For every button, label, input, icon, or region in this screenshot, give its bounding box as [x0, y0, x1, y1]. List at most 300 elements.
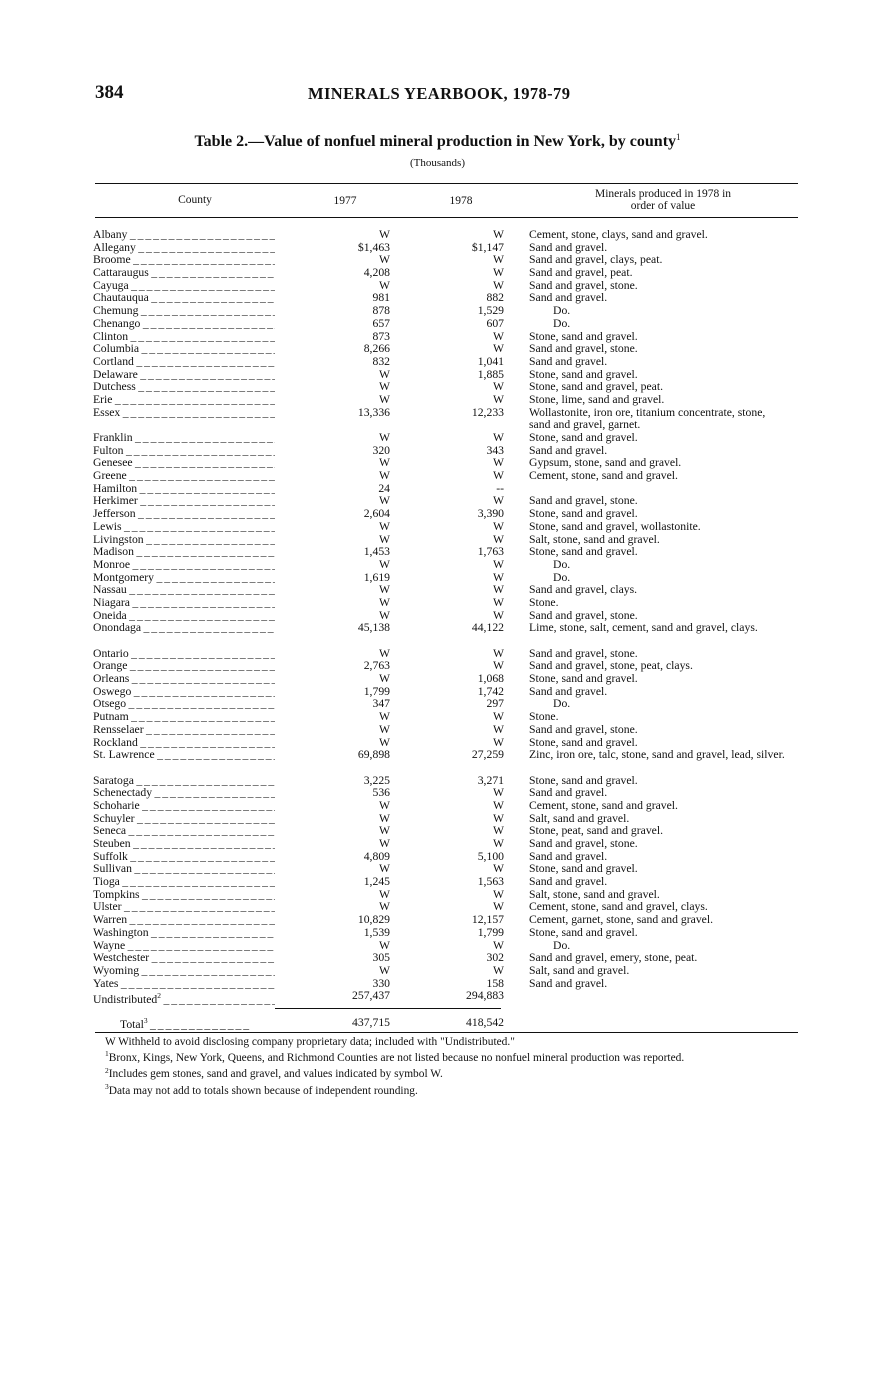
value-1977: 1,453 [363, 545, 390, 559]
county-name-text: Chenango [93, 317, 141, 330]
table-row [0, 914, 875, 927]
minerals-produced: Sand and gravel, emery, stone, peat. [529, 951, 698, 965]
county-name [93, 318, 275, 331]
table-row [0, 394, 875, 407]
minerals-produced: Salt, sand and gravel. [529, 811, 630, 825]
column-header-1978: 1978 [449, 195, 473, 207]
minerals-produced: Stone, sand and gravel. [529, 735, 638, 749]
value-1977: W [378, 278, 390, 292]
value-1977: W [378, 494, 390, 508]
value-1977: W [378, 722, 390, 736]
value-1977: W [378, 253, 390, 267]
county-name [93, 331, 275, 344]
county-name-text: Oswego [93, 685, 132, 698]
minerals-produced: Stone, sand and gravel. [529, 507, 638, 521]
value-1978: 607 [486, 316, 504, 330]
value-1978: W [492, 595, 504, 609]
table-row [0, 483, 875, 496]
value-1977: 2,604 [363, 507, 390, 521]
value-1977: W [378, 456, 390, 470]
footnote-w: W Withheld to avoid disclosing company proprietary data; included with "Undistributed." [105, 1036, 515, 1048]
county-name-text: Essex [93, 406, 121, 419]
value-1978: W [492, 469, 504, 483]
value-1977: W [378, 672, 390, 686]
page-number: 384 [95, 82, 124, 103]
county-name-text: Orleans [93, 673, 130, 686]
minerals-produced: Sand and gravel. [529, 291, 608, 305]
county-name-text: Livingston [93, 533, 144, 546]
county-name [93, 470, 275, 483]
minerals-produced: Stone, sand and gravel. [529, 431, 638, 445]
minerals-produced: Stone, sand and gravel. [529, 862, 638, 876]
county-name-text: Wayne [93, 939, 126, 952]
minerals-produced: Cement, stone, sand and gravel. [529, 798, 678, 812]
table-row [0, 698, 875, 711]
value-1977: W [378, 798, 390, 812]
county-name-text: Tioga [93, 876, 120, 889]
minerals-produced: Lime, stone, salt, cement, sand and gravel, clays. [529, 621, 758, 635]
footnote-2-text: Includes gem stones, sand and gravel, and values indicated by symbol W. [108, 1068, 443, 1081]
minerals-produced: Stone. [529, 710, 559, 724]
footnote-3-mark: 3 [105, 1081, 109, 1091]
minerals-produced: Salt, sand and gravel. [529, 963, 630, 977]
table-row [0, 597, 875, 610]
value-1977: W [378, 608, 390, 622]
value-1977: W [378, 646, 390, 660]
value-1978: W [492, 228, 504, 241]
table-row [0, 369, 875, 382]
value-1978: W [492, 456, 504, 470]
county-name-text: Genesee [93, 457, 133, 470]
value-1977: W [378, 380, 390, 394]
county-name [93, 305, 275, 318]
value-1977: 13,336 [357, 405, 390, 419]
county-name [93, 254, 275, 267]
footnote-1 [91, 1048, 803, 1064]
county-name-text: Rockland [93, 736, 138, 749]
county-name-text: Monroe [93, 558, 131, 571]
county-name-text: Rensselaer [93, 723, 144, 736]
table-row [0, 229, 875, 242]
value-1977: W [378, 710, 390, 724]
county-name-text: Steuben [93, 838, 131, 851]
value-1978: W [492, 494, 504, 508]
value-1977: 4,208 [363, 266, 390, 280]
minerals-produced: Sand and gravel, peat. [529, 266, 633, 280]
county-name [93, 737, 275, 750]
county-name-text: Cortland [93, 355, 134, 368]
minerals-produced: Sand and gravel, stone. [529, 722, 638, 736]
county-name [93, 508, 275, 521]
value-1978: 297 [486, 697, 504, 711]
county-name-text: Nassau [93, 584, 127, 597]
value-1977: W [378, 367, 390, 381]
minerals-produced: Sand and gravel, stone. [529, 494, 638, 508]
minerals-produced: Sand and gravel, stone. [529, 837, 638, 851]
minerals-produced: Sand and gravel. [529, 875, 608, 889]
table-row [0, 927, 875, 940]
value-1977: 1,619 [363, 570, 390, 584]
table-row [0, 686, 875, 699]
county-name [93, 394, 275, 407]
value-1977: W [378, 862, 390, 876]
value-1978: W [492, 392, 504, 406]
county-name [93, 686, 275, 699]
minerals-produced: Stone, sand and gravel. [529, 925, 638, 939]
footnote-2 [91, 1065, 803, 1081]
county-name-text: Dutchess [93, 381, 136, 394]
minerals-produced: Do. [553, 938, 571, 952]
county-name [93, 445, 275, 458]
value-1977: W [378, 392, 390, 406]
total-1977: 437,715 [352, 1016, 390, 1029]
value-1977: 347 [372, 697, 390, 711]
minerals-produced: Sand and gravel, stone. [529, 342, 638, 356]
value-1977: W [378, 824, 390, 838]
county-name-text: Westchester [93, 952, 150, 965]
value-1977: W [378, 811, 390, 825]
county-name-text: Cattaraugus [93, 267, 149, 280]
table-row [0, 952, 875, 965]
minerals-produced: Wollastonite, iron ore, titanium concentrate, stone, sand and gravel, garnet. [529, 405, 766, 432]
value-1978: W [492, 824, 504, 838]
value-1978: 3,390 [477, 507, 504, 521]
county-name-text: Herkimer [93, 495, 138, 508]
table-row [0, 876, 875, 889]
value-1977: W [378, 228, 390, 241]
county-name-text: Madison [93, 546, 134, 559]
table-title [0, 132, 875, 151]
value-1978: 1,068 [477, 672, 504, 686]
county-name [93, 457, 275, 470]
value-1978: 1,041 [477, 354, 504, 368]
county-name [93, 673, 275, 686]
table-top-rule [95, 183, 798, 184]
county-name-text: Clinton [93, 330, 129, 343]
footnote-3 [91, 1081, 803, 1097]
minerals-produced: Stone, sand and gravel. [529, 672, 638, 686]
table-row [0, 305, 875, 318]
county-name-text: Tompkins [93, 888, 140, 901]
minerals-produced: Sand and gravel. [529, 684, 608, 698]
table-row [0, 711, 875, 724]
county-name-text: Allegany [93, 241, 136, 254]
value-1978: W [492, 786, 504, 800]
value-1978: W [492, 557, 504, 571]
value-1978: W [492, 329, 504, 343]
table-row [0, 331, 875, 344]
county-name [93, 369, 275, 382]
value-1977: 1,245 [363, 875, 390, 889]
value-1978: W [492, 938, 504, 952]
minerals-produced: Sand and gravel. [529, 354, 608, 368]
minerals-produced: Stone, sand and gravel, peat. [529, 380, 664, 394]
value-1978: 343 [486, 443, 504, 457]
county-name [93, 572, 275, 585]
table-row [0, 432, 875, 445]
footnote-1-text: Bronx, Kings, New York, Queens, and Richmond Counties are not listed because no nonfuel mineral production was reported. [108, 1052, 685, 1065]
value-1978: W [492, 887, 504, 901]
minerals-produced: Salt, stone, sand and gravel. [529, 532, 660, 546]
value-1977: 873 [372, 329, 390, 343]
county-name [93, 483, 275, 496]
county-name [93, 280, 275, 293]
value-1977: 1,539 [363, 925, 390, 939]
value-1978: 882 [486, 291, 504, 305]
county-name [93, 660, 275, 673]
table-row [0, 508, 875, 521]
county-name [93, 381, 275, 394]
county-name [93, 978, 275, 991]
value-1978: W [492, 431, 504, 445]
table-row [0, 813, 875, 826]
value-1978: $1,147 [471, 240, 504, 254]
county-name-text: Orange [93, 660, 128, 673]
county-name [93, 559, 275, 572]
table-row [0, 724, 875, 737]
county-name [93, 711, 275, 724]
county-name [93, 521, 275, 534]
county-name [93, 749, 275, 762]
county-name [93, 432, 275, 445]
county-name-text: Suffolk [93, 850, 128, 863]
value-1978: 3,271 [477, 773, 504, 787]
value-1977: 330 [372, 976, 390, 990]
footnote-3-text: Data may not add to totals shown because of independent rounding. [108, 1084, 418, 1097]
county-name [93, 813, 275, 826]
value-1978: W [492, 646, 504, 660]
minerals-produced: Cement, stone, sand and gravel. [529, 469, 678, 483]
minerals-produced: Stone, sand and gravel. [529, 329, 638, 343]
value-1977: 878 [372, 304, 390, 318]
value-1978: W [492, 342, 504, 356]
county-name [93, 952, 275, 965]
table-row [0, 267, 875, 280]
minerals-produced: Cement, stone, sand and gravel, clays. [529, 900, 708, 914]
value-1977: 257,437 [352, 989, 390, 1003]
county-name [93, 356, 275, 369]
table-row [0, 775, 875, 788]
table-row [0, 901, 875, 914]
value-1977: 3,225 [363, 773, 390, 787]
value-1977: W [378, 595, 390, 609]
county-name-text: Saratoga [93, 774, 134, 787]
value-1977: 981 [372, 291, 390, 305]
table-row [0, 559, 875, 572]
value-1978: W [492, 811, 504, 825]
table-row [0, 838, 875, 851]
value-1978: 1,763 [477, 545, 504, 559]
county-name [93, 546, 275, 559]
county-name [93, 838, 275, 851]
value-1977: W [378, 469, 390, 483]
value-1977: W [378, 583, 390, 597]
minerals-produced: Stone, sand and gravel. [529, 367, 638, 381]
value-1977: 45,138 [357, 621, 390, 635]
table-subtitle: (Thousands) [410, 157, 465, 169]
county-name-text: Fulton [93, 444, 124, 457]
minerals-produced: Stone, sand and gravel. [529, 545, 638, 559]
value-1978: 1,742 [477, 684, 504, 698]
value-1977: 2,763 [363, 659, 390, 673]
table-row [0, 584, 875, 597]
column-header-minerals: Minerals produced in 1978 in order of value [594, 188, 732, 212]
value-1978: W [492, 722, 504, 736]
county-name-text: Otsego [93, 698, 127, 711]
county-name [93, 965, 275, 978]
value-1977: W [378, 557, 390, 571]
table-row [0, 534, 875, 547]
county-name [93, 622, 275, 635]
minerals-produced: Sand and gravel, stone. [529, 278, 638, 292]
county-name [93, 407, 275, 420]
table-row [0, 749, 875, 774]
minerals-produced: Stone, lime, sand and gravel. [529, 392, 665, 406]
table-row [0, 381, 875, 394]
table-row [0, 572, 875, 585]
value-1978: W [492, 278, 504, 292]
value-1978: W [492, 380, 504, 394]
table-row [0, 965, 875, 978]
minerals-produced: Do. [553, 557, 571, 571]
minerals-produced: Salt, stone, sand and gravel. [529, 887, 660, 901]
value-1977: W [378, 837, 390, 851]
county-name-text: Onondaga [93, 622, 142, 635]
value-1978: W [492, 570, 504, 584]
value-1978: W [492, 837, 504, 851]
value-1978: 1,563 [477, 875, 504, 889]
footnotes [91, 1036, 803, 1097]
total-label [120, 1016, 280, 1031]
running-head: MINERALS YEARBOOK, 1978-79 [308, 84, 571, 103]
minerals-produced: Sand and gravel. [529, 849, 608, 863]
county-name [93, 901, 275, 914]
table-row [0, 470, 875, 483]
value-1978: 1,529 [477, 304, 504, 318]
minerals-produced: Sand and gravel. [529, 443, 608, 457]
total-label-text: Total [120, 1017, 144, 1031]
value-1978: 1,799 [477, 925, 504, 939]
county-name-text: Albany [93, 229, 128, 241]
value-1978: 294,883 [466, 989, 504, 1003]
minerals-produced: Gypsum, stone, sand and gravel. [529, 456, 682, 470]
county-name-text: Ulster [93, 901, 122, 914]
county-name-text: Warren [93, 914, 128, 927]
table-row [0, 989, 875, 1007]
table-row [0, 407, 875, 432]
footnote-1-mark: 1 [105, 1049, 109, 1059]
column-header-county: County [178, 194, 212, 206]
county-name-text: Greene [93, 470, 127, 483]
value-1978: W [492, 519, 504, 533]
value-1977: W [378, 532, 390, 546]
column-header-1977: 1977 [333, 195, 357, 207]
county-name-text: Undistributed [93, 993, 158, 1007]
minerals-produced: Stone, peat, sand and gravel. [529, 824, 664, 838]
minerals-produced: Stone. [529, 595, 559, 609]
value-1977: W [378, 938, 390, 952]
table-row [0, 673, 875, 686]
table-row [0, 825, 875, 838]
county-name-text: Broome [93, 254, 131, 267]
minerals-produced: Cement, garnet, stone, sand and gravel. [529, 913, 714, 927]
total-label-note: 3 [143, 1016, 148, 1025]
county-name [93, 990, 275, 1007]
county-name-text: St. Lawrence [93, 749, 155, 762]
county-name-text: Columbia [93, 343, 140, 356]
table-row [0, 787, 875, 800]
county-name [93, 889, 275, 902]
county-name-text: Ontario [93, 647, 129, 660]
value-1978: W [492, 608, 504, 622]
table-row [0, 521, 875, 534]
value-1978: 302 [486, 951, 504, 965]
value-1978: W [492, 900, 504, 914]
county-name [93, 648, 275, 661]
table-row [0, 495, 875, 508]
value-1978: 12,233 [471, 405, 504, 419]
value-1978: W [492, 862, 504, 876]
table-row [0, 546, 875, 559]
county-name [93, 610, 275, 623]
county-name-text: Hamilton [93, 482, 138, 495]
value-1978: W [492, 583, 504, 597]
total-1978: 418,542 [466, 1016, 504, 1029]
value-1977: $1,463 [357, 240, 390, 254]
minerals-produced: Stone, sand and gravel, wollastonite. [529, 519, 701, 533]
table-row [0, 800, 875, 813]
table-header-rule [95, 217, 798, 218]
table-row [0, 648, 875, 661]
value-1978: 158 [486, 976, 504, 990]
table-row [0, 445, 875, 458]
county-name-text: Chemung [93, 305, 139, 318]
county-name-text: Erie [93, 393, 113, 406]
county-name-text: Cayuga [93, 279, 129, 292]
county-name-text: Delaware [93, 368, 138, 381]
minerals-produced: Zinc, iron ore, talc, stone, sand and gravel, lead, silver. [529, 748, 785, 762]
value-1977: 657 [372, 316, 390, 330]
county-name-text: Wyoming [93, 964, 140, 977]
minerals-produced: Sand and gravel, stone, peat, clays. [529, 659, 693, 673]
value-1977: 305 [372, 951, 390, 965]
minerals-produced: Do. [553, 697, 571, 711]
value-1977: W [378, 735, 390, 749]
county-note: 2 [157, 991, 162, 1001]
minerals-produced: Do. [553, 316, 571, 330]
county-name [93, 927, 275, 940]
minerals-produced: Sand and gravel. [529, 786, 608, 800]
value-1977: 8,266 [363, 342, 390, 356]
county-name [93, 940, 275, 953]
table-bottom-rule [95, 1032, 798, 1033]
value-1977: 320 [372, 443, 390, 457]
value-1977: 24 [378, 481, 390, 495]
county-name [93, 534, 275, 547]
minerals-produced: Sand and gravel. [529, 240, 608, 254]
county-name [93, 267, 275, 280]
minerals-produced: Sand and gravel. [529, 976, 608, 990]
county-name-text: Oneida [93, 609, 127, 622]
county-name [93, 292, 275, 305]
county-name [93, 787, 275, 800]
county-name-text: Schenectady [93, 787, 153, 800]
footnote-2-mark: 2 [105, 1065, 109, 1075]
value-1978: 12,157 [471, 913, 504, 927]
county-name-text: Seneca [93, 825, 127, 838]
value-1977: 536 [372, 786, 390, 800]
county-name-text: Washington [93, 926, 149, 939]
